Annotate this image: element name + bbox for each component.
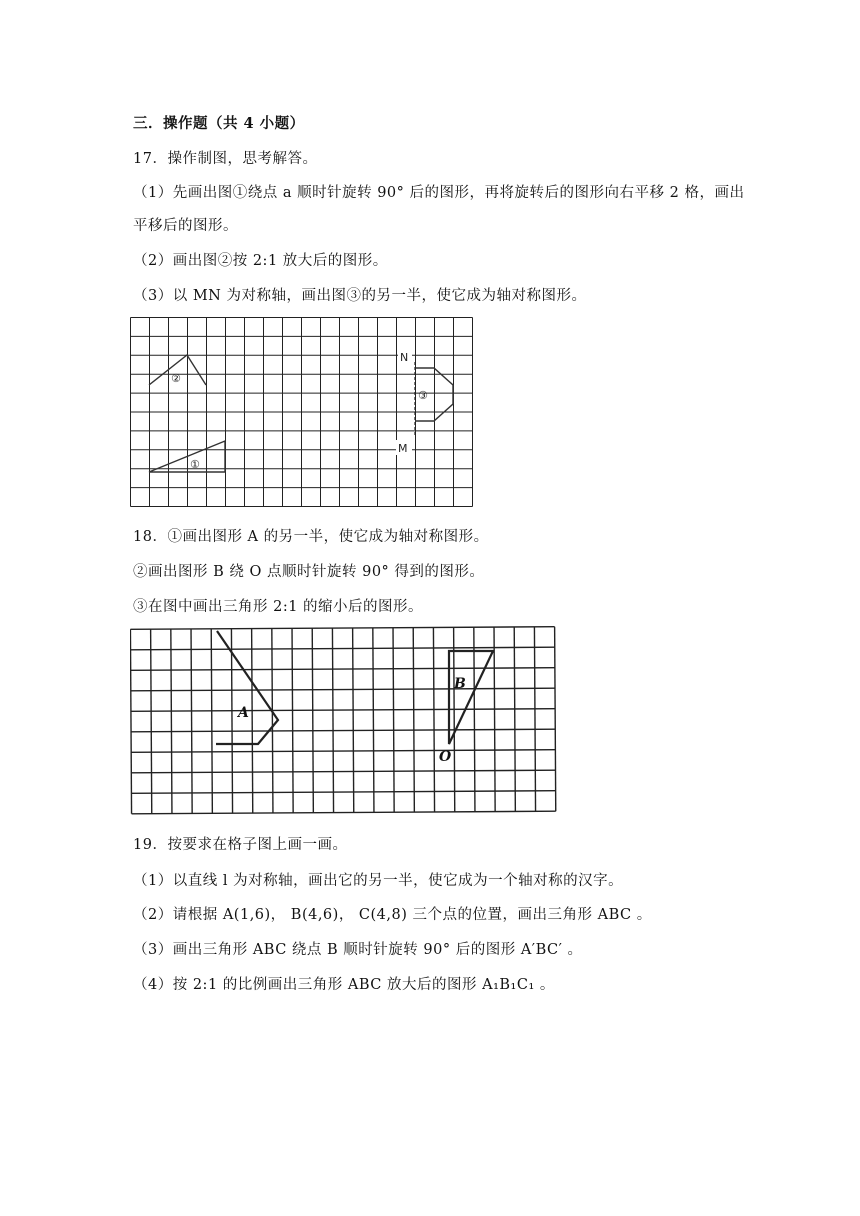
q17-part1-line1: （1）先画出图①绕点 a 顺时针旋转 90° 后的图形，再将旋转后的图形向右平移 2 格，画出: [133, 185, 745, 201]
q18-item3: ③在图中画出三角形 2:1 的缩小后的图形。: [133, 599, 424, 615]
label-fig3: ③: [418, 389, 428, 402]
section-title: 三．操作题（共 4 小题）: [133, 115, 305, 132]
grid-line-vertical: [292, 628, 293, 812]
grid-line-vertical: [454, 627, 455, 811]
label-b: B: [454, 676, 466, 692]
grid-line-vertical: [494, 627, 495, 811]
q18-item2: ②画出图形 B 绕 O 点顺时针旋转 90° 得到的图形。: [133, 564, 485, 580]
label-o: O: [439, 749, 452, 765]
grid-line-horizontal: [131, 729, 555, 732]
q19-part4: （4）按 2:1 的比例画出三角形 ABC 放大后的图形 A₁B₁C₁ 。: [133, 977, 555, 993]
grid-line-vertical: [272, 628, 273, 812]
q17-part1-line2: 平移后的图形。: [133, 218, 238, 234]
grid-line-vertical: [433, 627, 434, 811]
grid-line-vertical: [393, 628, 394, 812]
grid-line-vertical: [171, 629, 172, 813]
grid-line-vertical: [353, 628, 354, 812]
grid-line-vertical: [474, 627, 475, 811]
grid-line-vertical: [130, 629, 131, 813]
q19-part1: （1）以直线 l 为对称轴，画出它的另一半，使它成为一个轴对称的汉字。: [133, 873, 624, 889]
q18-grid-figure: [130, 626, 560, 818]
grid-line-horizontal: [131, 688, 555, 691]
grid-line-horizontal: [130, 627, 554, 630]
shape-a-half: [216, 631, 278, 744]
label-fig2: ②: [171, 372, 181, 385]
grid-line-vertical: [373, 628, 374, 812]
grid-line-vertical: [534, 627, 535, 811]
label-m: M: [398, 442, 408, 455]
grid-line-vertical: [413, 628, 414, 812]
grid-line-horizontal: [131, 668, 555, 671]
grid-line-vertical: [191, 629, 192, 813]
grid-line-vertical: [312, 628, 313, 812]
q17-grid-figure: [130, 317, 474, 508]
q19-part3: （3）画出三角形 ABC 绕点 B 顺时针旋转 90° 后的图形 A′BC′ 。: [133, 942, 583, 958]
q17-part2: （2）画出图②按 2:1 放大后的图形。: [133, 253, 388, 269]
grid-line-vertical: [555, 627, 556, 811]
label-fig1: ①: [190, 458, 200, 471]
grid-line-horizontal: [131, 750, 555, 753]
grid-line-vertical: [332, 628, 333, 812]
grid-line-vertical: [211, 629, 212, 813]
q19-part2: （2）请根据 A(1,6)， B(4,6)， C(4,8) 三个点的位置，画出三角形 ABC 。: [133, 907, 652, 923]
grid-line-horizontal: [132, 811, 556, 814]
grid-line-horizontal: [131, 770, 555, 773]
label-n: N: [400, 351, 409, 364]
grid-line-vertical: [151, 629, 152, 813]
q17-part3: （3）以 MN 为对称轴，画出图③的另一半，使它成为轴对称图形。: [133, 288, 587, 304]
q19-stem: 19．按要求在格子图上画一画。: [133, 837, 348, 853]
grid-line-vertical: [514, 627, 515, 811]
grid-line-horizontal: [131, 709, 555, 712]
grid-line-horizontal: [131, 791, 555, 794]
grid-line-horizontal: [131, 647, 555, 650]
grid-line-vertical: [252, 629, 253, 813]
q18-item1: 18．①画出图形 A 的另一半，使它成为轴对称图形。: [133, 529, 489, 545]
q17-stem: 17．操作制图，思考解答。: [133, 151, 318, 167]
label-a: A: [238, 705, 249, 721]
grid-line-vertical: [231, 629, 232, 813]
